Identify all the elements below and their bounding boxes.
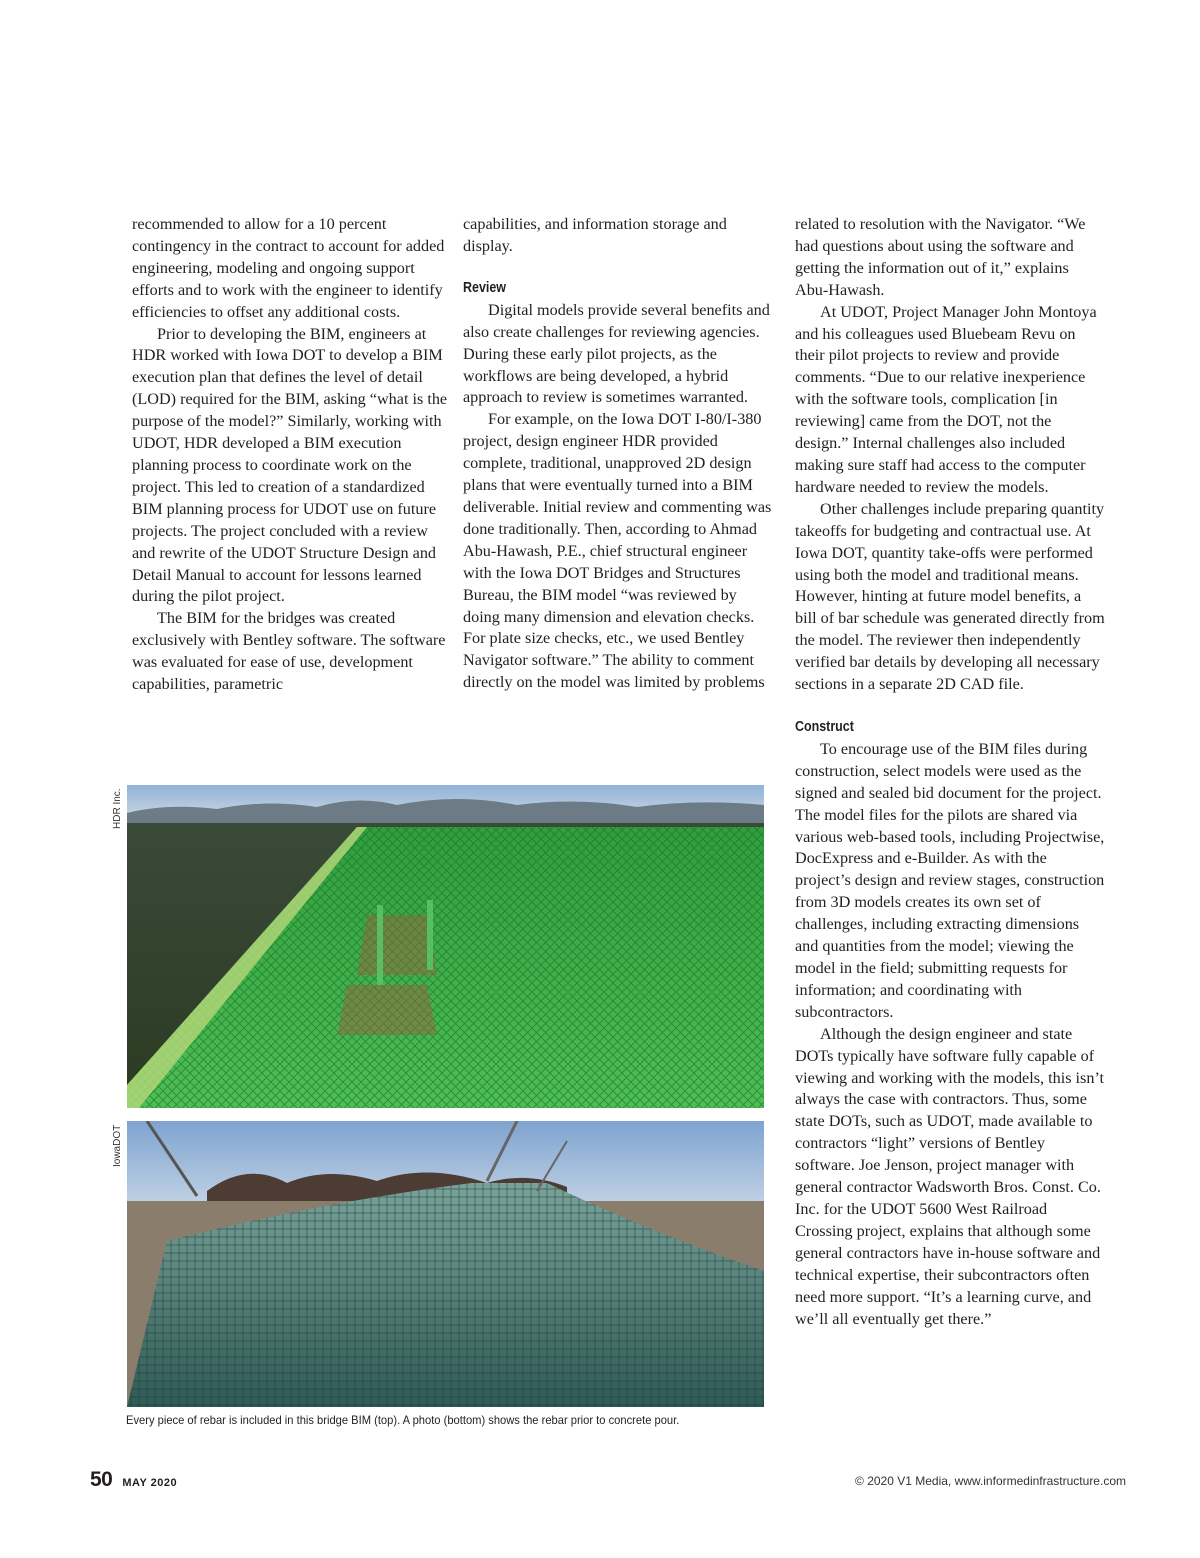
page-number: 50 xyxy=(90,1468,113,1491)
body-paragraph: At UDOT, Project Manager John Montoya and his colleagues used Bluebeam Revu on their pilot projects to review and provide comments. “Due to our relative inexperience with the software tools, complication [in reviewing] came from the DOT, not the design.” Internal challenges also included making sure staff had access to the computer hardware needed to review the models. xyxy=(795,302,1097,496)
body-paragraph: related to resolution with the Navigator. “We had questions about using the software and getting the information out of it,” explains Abu-Hawash. xyxy=(795,215,1086,299)
body-paragraph: recommended to allow for a 10 percent contingency in the contract to account for added engineering, modeling and ongoing support efforts and to work with the engineer to identify efficiencies to offset any additional costs. xyxy=(132,215,445,321)
rebar-construction-photo xyxy=(127,1121,764,1407)
body-paragraph: The BIM for the bridges was created exclusively with Bentley software. The software was evaluated for ease of use, development capabilities, parametric xyxy=(132,609,446,694)
issue-date: MAY 2020 xyxy=(122,1477,178,1489)
column-3 xyxy=(795,214,1105,1330)
body-paragraph: Prior to developing the BIM, engineers at HDR worked with Iowa DOT to develop a BIM execution plan that defines the level of detail (LOD) required for the BIM, asking “what is the purpose of the model?” Similarly, working with UDOT, HDR developed a BIM execution planning process to coordinate work on the project. This led to creation of a standardized BIM planning process for UDOT use on future projects. The project concluded with a review and rewrite of the UDOT Structure Design and Detail Manual to account for lessons learned during the pilot project. xyxy=(132,324,448,606)
body-paragraph: Digital models provide several benefits and also create challenges for reviewing agencies. During these early pilot projects, as the workflows are being developed, a hybrid approach to review is sometimes warranted. xyxy=(463,300,770,407)
figure-caption: Every piece of rebar is included in this bridge BIM (top). A photo (bottom) shows the rebar prior to concrete pour. xyxy=(126,1413,680,1427)
bim-rebar-model-image xyxy=(127,785,764,1108)
body-paragraph: For example, on the Iowa DOT I-80/I-380 project, design engineer HDR provided complete, traditional, unapproved 2D design plans that were eventually turned into a BIM deliverable. Initial review and commenting was done traditionally. Then, according to Ahmad Abu-Hawash, P.E., chief structural engineer with the Iowa DOT Bridges and Structures Bureau, the BIM model “was reviewed by doing many dimension and elevation checks. For plate size checks, etc., we used Bentley Navigator software.” The ability to comment directly on the model was limited by problems xyxy=(463,410,772,692)
body-paragraph: capabilities, and information storage and display. xyxy=(463,215,727,255)
body-paragraph: To encourage use of the BIM files during construction, select models were used as the signed and sealed bid document for the project. The model files for the pilots are shared via various web-based tools, including Projectwise, DocExpress and e-Builder. As with the project’s design and review stages, construction from 3D models creates its own set of challenges, including extracting dimensions and quantities from the model; viewing the model in the field; submitting requests for information; and coordinating with subcontractors. xyxy=(795,739,1105,1021)
folio xyxy=(90,1468,177,1492)
photo-credit-bottom: IowaDOT xyxy=(112,1124,123,1167)
section-heading-review: Review xyxy=(463,279,506,296)
column-1 xyxy=(132,214,450,696)
column-2 xyxy=(463,214,773,694)
section-heading-construct: Construct xyxy=(795,718,854,735)
body-paragraph: Although the design engineer and state DOTs typically have software fully capable of viewing and working with the models, this isn’t always the case with contractors. Thus, some state DOTs, such as UDOT, made available to contractors “light” versions of Bentley software. Joe Jenson, project manager with general contractor Wadsworth Bros. Const. Co. Inc. for the UDOT 5600 West Railroad Crossing project, explains that although some general contractors have in-house software and technical expertise, their subcontractors often need more support. “It’s a learning curve, and we’ll all eventually get there.” xyxy=(795,1024,1105,1328)
copyright-notice: © 2020 V1 Media, www.informedinfrastructure.com xyxy=(855,1474,1126,1488)
body-paragraph: Other challenges include preparing quantity takeoffs for budgeting and contractual use. At Iowa DOT, quantity take-offs were performed using both the model and traditional means. However, hinting at future model benefits, a bill of bar schedule was generated directly from the model. The reviewer then independently verified bar details by developing all necessary sections in a separate 2D CAD file. xyxy=(795,499,1105,694)
photo-credit-top: HDR Inc. xyxy=(112,788,123,829)
